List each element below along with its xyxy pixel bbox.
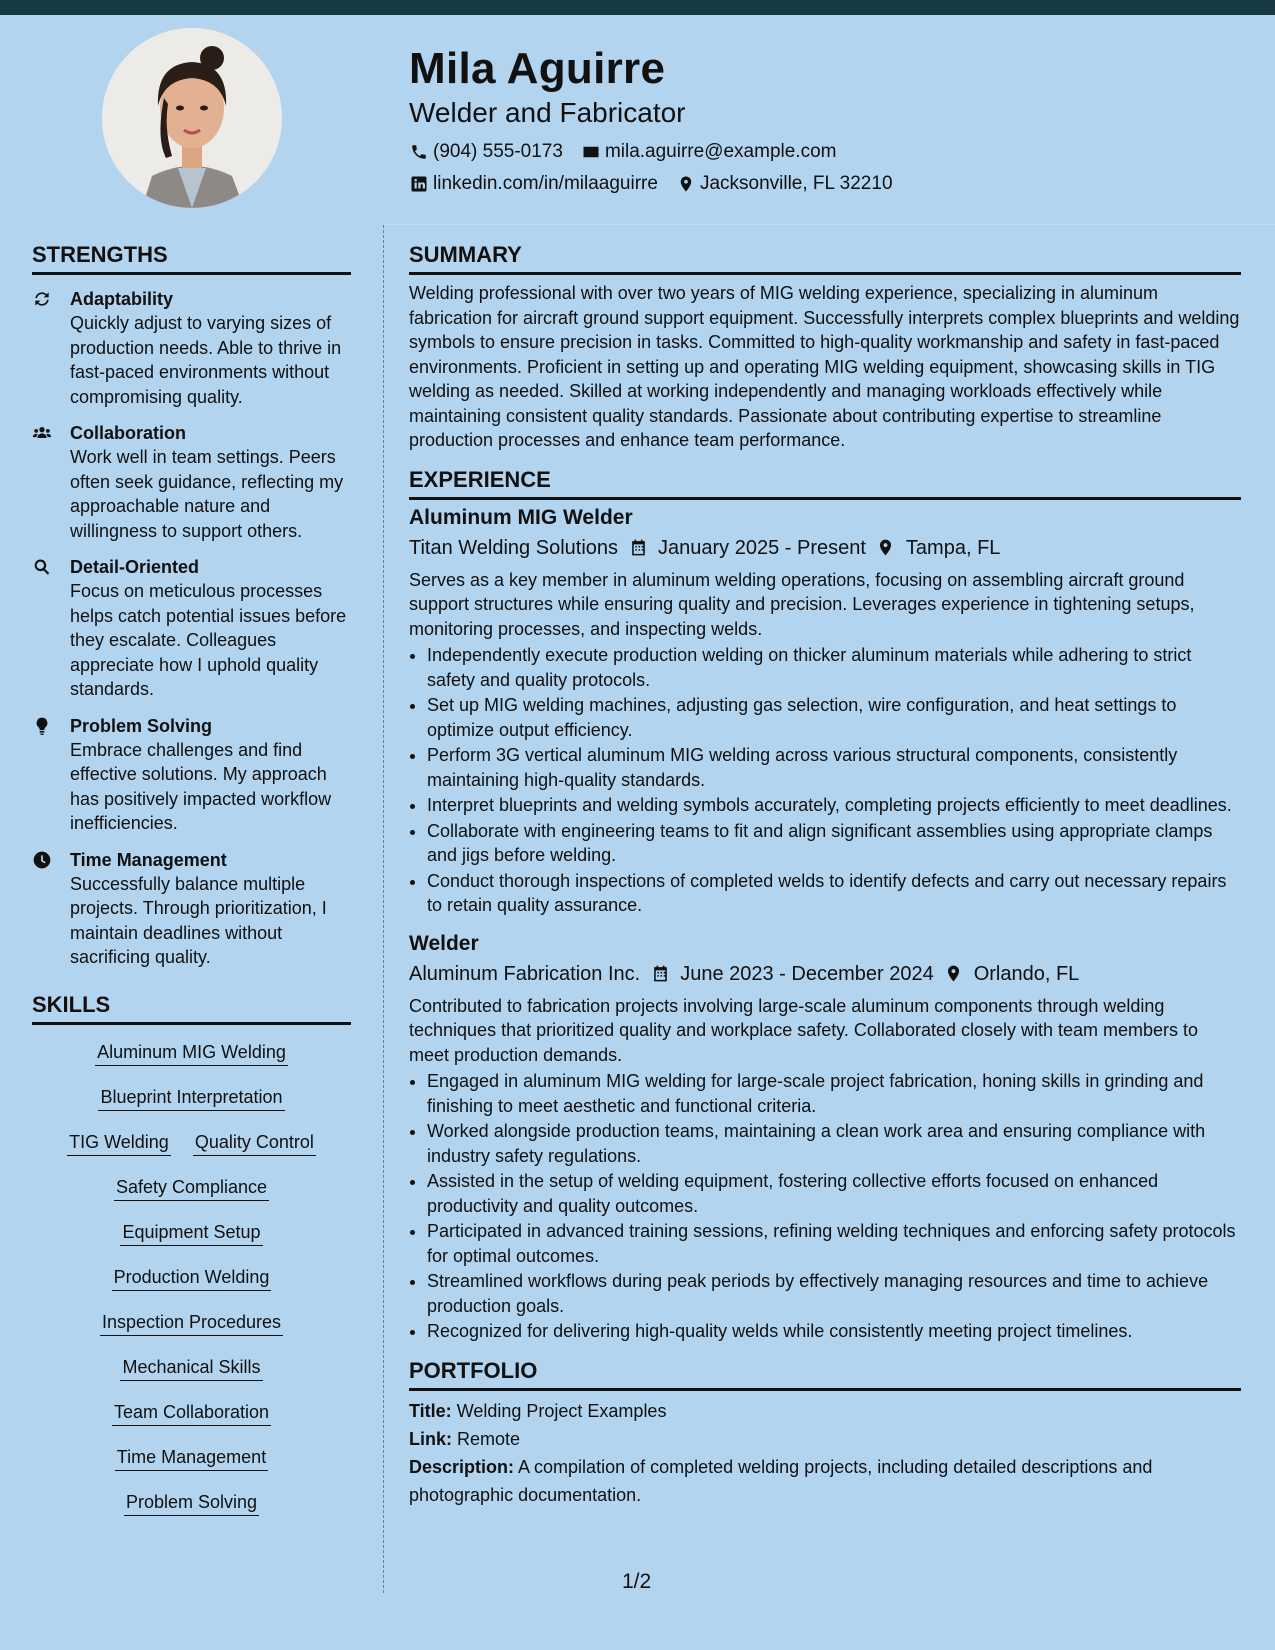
strength-title: Time Management xyxy=(70,849,227,870)
map-pin-icon xyxy=(676,174,696,194)
job-company: Aluminum Fabrication Inc. xyxy=(409,962,641,985)
phone-icon xyxy=(409,142,429,162)
skill-tag: Problem Solving xyxy=(124,1489,259,1516)
job-bullet: • Perform 3G vertical aluminum MIG welding across various structural components, consistently maintaining high-quality standards. xyxy=(427,743,1241,792)
calendar-icon xyxy=(628,538,648,558)
candidate-name: Mila Aguirre xyxy=(409,44,666,93)
job-dates: January 2025 - Present xyxy=(658,536,866,559)
search-icon xyxy=(32,555,70,702)
job-bullets xyxy=(409,643,1241,918)
portfolio-title-line xyxy=(409,1397,1241,1425)
job-bullet: • Independently execute production welding on thicker aluminum materials while adhering to strict safety and quality protocols. xyxy=(427,643,1241,692)
job-bullet: • Recognized for delivering high-quality welds while consistently meeting project timelines. xyxy=(427,1319,1241,1344)
job-bullet: • Worked alongside production teams, maintaining a clean work area and ensuring compliance with industry safety regulations. xyxy=(427,1119,1241,1168)
strength-title: Collaboration xyxy=(70,423,186,443)
calendar-icon xyxy=(650,964,670,984)
portfolio-section xyxy=(409,1397,1241,1509)
left-column xyxy=(32,242,351,1534)
portfolio-description-line xyxy=(409,1453,1241,1509)
candidate-title: Welder and Fabricator xyxy=(409,97,686,128)
phone-text: (904) 555-0173 xyxy=(433,141,563,162)
linkedin-icon xyxy=(409,174,429,194)
contact-row-1 xyxy=(409,136,1239,168)
email-text[interactable]: mila.aguirre@example.com xyxy=(604,141,837,162)
job-bullet: • Participated in advanced training sessions, refining welding techniques and enforcing safety protocols for optimal outcomes. xyxy=(427,1219,1241,1268)
skill-tag: Team Collaboration xyxy=(112,1399,271,1426)
skills-heading: SKILLS xyxy=(32,992,351,1025)
location-contact xyxy=(676,168,893,200)
top-bar xyxy=(0,0,1275,15)
job-entry xyxy=(409,930,1241,1344)
job-bullet: • Collaborate with engineering teams to fit and align significant assemblies using appropriate clamps and jigs before welding. xyxy=(427,819,1241,868)
job-meta xyxy=(409,532,1241,564)
strength-description: Quickly adjust to varying sizes of production needs. Able to thrive in fast-paced environments without compromising quality. xyxy=(70,313,342,407)
portfolio-link-line xyxy=(409,1425,1241,1453)
map-pin-icon xyxy=(944,964,964,984)
job-bullet: • Conduct thorough inspections of completed welds to identify defects and carry out necessary repairs to retain quality assurance. xyxy=(427,869,1241,918)
strength-title: Adaptability xyxy=(70,289,174,309)
header-divider xyxy=(384,224,1275,225)
job-bullet: • Assisted in the setup of welding equipment, fostering collective efforts focused on enhanced productivity and quality outcomes. xyxy=(427,1169,1241,1218)
job-dates: June 2023 - December 2024 xyxy=(680,962,934,985)
strength-title: Detail-Oriented xyxy=(70,557,200,577)
portfolio-heading: PORTFOLIO xyxy=(409,1358,1241,1391)
portfolio-description-value: A compilation of completed welding projects, including detailed descriptions and photographic documentation. xyxy=(409,1456,1153,1505)
job-bullet: • Set up MIG welding machines, adjusting gas selection, wire configuration, and heat settings to optimize output efficiency. xyxy=(427,693,1241,742)
job-location: Tampa, FL xyxy=(905,536,1001,559)
skill-tag: Production Welding xyxy=(112,1264,272,1291)
location-text: Jacksonville, FL 32210 xyxy=(699,173,893,194)
email-contact[interactable] xyxy=(581,136,837,168)
job-title: Welder xyxy=(409,931,479,955)
job-title: Aluminum MIG Welder xyxy=(409,505,633,529)
profile-photo xyxy=(102,28,282,208)
skill-tag: Quality Control xyxy=(193,1129,316,1156)
clock-icon xyxy=(32,848,70,970)
lightbulb-icon xyxy=(32,714,70,836)
strength-title: Problem Solving xyxy=(70,715,213,736)
skill-tag: TIG Welding xyxy=(67,1129,171,1156)
experience-heading: EXPERIENCE xyxy=(409,467,1241,500)
column-divider xyxy=(383,225,384,1593)
linkedin-contact[interactable] xyxy=(409,168,658,200)
strength-description: Focus on meticulous processes helps catch potential issues before they escalate. Colleagues appreciate how I uphold quality standards. xyxy=(70,581,347,699)
skill-tag: Mechanical Skills xyxy=(120,1354,262,1381)
job-bullets xyxy=(409,1069,1241,1344)
job-entry xyxy=(409,504,1241,918)
strength-description: Work well in team settings. Peers often seek guidance, reflecting my approachable nature and willingness to support others. xyxy=(70,447,344,541)
users-icon xyxy=(32,421,70,543)
phone-contact xyxy=(409,136,563,168)
portfolio-link-value[interactable]: Remote xyxy=(457,1428,521,1449)
portfolio-title-label: Title: xyxy=(409,1400,452,1421)
skill-tag: Safety Compliance xyxy=(114,1174,269,1201)
job-location: Orlando, FL xyxy=(973,962,1080,985)
envelope-icon xyxy=(581,142,601,162)
skill-tag: Blueprint Interpretation xyxy=(98,1084,284,1111)
contact-row-2 xyxy=(409,168,1239,200)
portfolio-description-label: Description: xyxy=(409,1456,515,1477)
strength-item xyxy=(32,421,351,543)
job-description: Contributed to fabrication projects involving large-scale aluminum components through welding techniques that prioritized quality and workplace safety. Collaborated closely with team members to meet production demands. xyxy=(409,995,1199,1065)
strength-item xyxy=(32,287,351,409)
job-company: Titan Welding Solutions xyxy=(409,536,619,559)
skill-tag: Inspection Procedures xyxy=(100,1309,283,1336)
portfolio-link-label: Link: xyxy=(409,1428,452,1449)
strength-item xyxy=(32,714,351,836)
strengths-heading: STRENGTHS xyxy=(32,242,351,275)
profile-photo-illustration xyxy=(102,28,282,208)
right-column xyxy=(409,242,1241,1509)
job-meta xyxy=(409,958,1241,990)
linkedin-text[interactable]: linkedin.com/in/milaaguirre xyxy=(433,173,658,194)
summary-text: Welding professional with over two years of MIG welding experience, specializing in aluminum fabrication for aircraft ground support equipment. Successfully interprets complex blueprints and welding symbols to ensure precision in tasks. Committed to high-quality workmanship and safety in fast-paced environments. Proficient in setting up and operating MIG welding equipment, showcasing skills in TIG welding as needed. Skilled at working independently and managing workloads effectively while maintaining consistent quality standards. Passionate about contributing expertise to streamline production processes and enhance team performance. xyxy=(409,283,1240,450)
job-description: Serves as a key member in aluminum welding operations, focusing on assembling aircraft ground support structures while ensuring quality and precision. Leverages experience in tightening setups, monitoring processes, and inspecting welds. xyxy=(409,569,1195,639)
job-bullet: • Streamlined workflows during peak periods by effectively managing resources and time to achieve production goals. xyxy=(427,1269,1241,1318)
page-number: 1/2 xyxy=(622,1570,652,1593)
strength-item xyxy=(32,555,351,702)
summary-heading: SUMMARY xyxy=(409,242,1241,275)
portfolio-title-value: Welding Project Examples xyxy=(456,1400,667,1421)
job-bullet: • Interpret blueprints and welding symbols accurately, completing projects efficiently to meet deadlines. xyxy=(427,793,1241,818)
skills-list xyxy=(32,1039,351,1534)
sync-icon xyxy=(32,287,70,409)
strength-item xyxy=(32,848,351,970)
map-pin-icon xyxy=(876,538,896,558)
strength-description: Successfully balance multiple projects. Through prioritization, I maintain deadlines without sacrificing quality. xyxy=(70,873,327,967)
strength-description: Embrace challenges and find effective solutions. My approach has positively impacted workflow inefficiencies. xyxy=(70,739,332,833)
skill-tag: Equipment Setup xyxy=(120,1219,262,1246)
job-bullet: • Engaged in aluminum MIG welding for large-scale project fabrication, honing skills in grinding and finishing to meet aesthetic and functional criteria. xyxy=(427,1069,1241,1118)
skill-tag: Aluminum MIG Welding xyxy=(95,1039,288,1066)
resume-header xyxy=(409,42,1239,200)
skill-tag: Time Management xyxy=(115,1444,268,1471)
